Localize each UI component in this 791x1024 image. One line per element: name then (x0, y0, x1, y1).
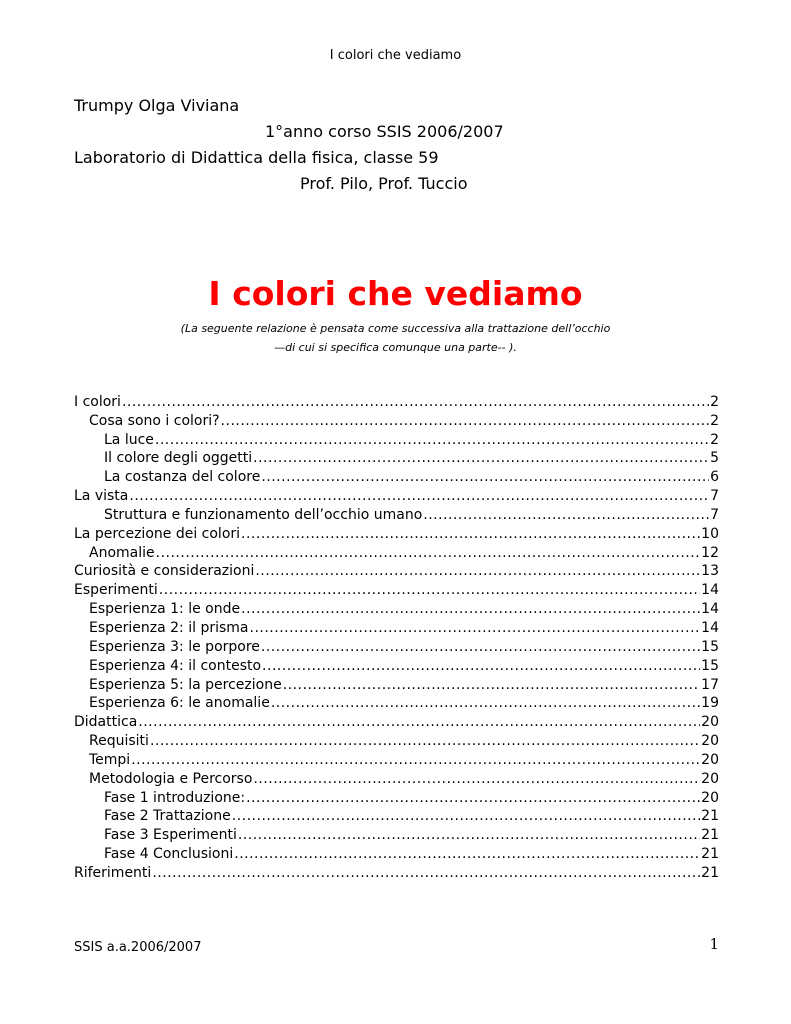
toc-dot-leader (253, 450, 709, 466)
toc-entry-title: Curiosità e considerazioni (74, 563, 255, 580)
toc-entry-title: I colori (74, 393, 121, 410)
toc-entry-page: 5 (710, 450, 719, 467)
toc-entry-page: 21 (701, 827, 719, 844)
subtitle-line-2: —di cui si specifica comunque una parte-- ). (274, 341, 517, 354)
toc-entry[interactable] (74, 561, 719, 580)
toc-entry[interactable] (74, 448, 719, 467)
toc-entry-title: Fase 3 Esperimenti (104, 827, 237, 844)
toc-dot-leader (150, 733, 700, 749)
toc-entry-page: 14 (701, 582, 719, 599)
toc-entry-title: Esperienza 6: le anomalie (89, 695, 270, 712)
toc-entry[interactable] (74, 391, 719, 410)
toc-entry[interactable] (74, 693, 719, 712)
toc-entry[interactable] (74, 598, 719, 617)
toc-dot-leader (156, 545, 701, 561)
toc-entry-page: 10 (701, 525, 719, 542)
toc-entry[interactable] (74, 542, 719, 561)
toc-dot-leader (241, 601, 700, 617)
toc-dot-leader (232, 808, 700, 824)
toc-entry[interactable] (74, 504, 719, 523)
toc-dot-leader (138, 714, 700, 730)
toc-dot-leader (246, 790, 700, 806)
toc-entry-title: Tempi (89, 751, 131, 768)
toc-dot-leader (253, 771, 700, 787)
toc-entry-title: Esperimenti (74, 582, 158, 599)
toc-entry[interactable] (74, 636, 719, 655)
toc-dot-leader (250, 620, 701, 636)
toc-dot-leader (261, 639, 700, 655)
toc-entry-page: 17 (701, 676, 719, 693)
table-of-contents (74, 391, 719, 881)
footer-left: SSIS a.a.2006/2007 (74, 940, 202, 955)
toc-entry[interactable] (74, 655, 719, 674)
toc-entry-page: 20 (701, 733, 719, 750)
toc-entry-title: Struttura e funzionamento dell’occhio umano (104, 506, 423, 523)
lab-info: Laboratorio di Didattica della fisica, classe 59 (74, 148, 439, 167)
toc-dot-leader (155, 432, 709, 448)
toc-dot-leader (152, 865, 700, 881)
toc-entry[interactable] (74, 617, 719, 636)
author-name: Trumpy Olga Viviana (74, 96, 240, 115)
toc-entry-page: 2 (710, 393, 719, 410)
toc-entry-page: 7 (710, 488, 719, 505)
toc-entry-page: 14 (701, 601, 719, 618)
toc-entry[interactable] (74, 768, 719, 787)
toc-entry[interactable] (74, 429, 719, 448)
toc-entry-title: Requisiti (89, 733, 149, 750)
toc-entry-page: 21 (701, 864, 719, 881)
toc-entry-page: 20 (701, 714, 719, 731)
running-header: I colori che vediamo (329, 48, 462, 63)
toc-entry-page: 21 (701, 808, 719, 825)
course-info: 1°anno corso SSIS 2006/2007 (265, 122, 504, 141)
toc-entry-page: 19 (701, 695, 719, 712)
toc-dot-leader (221, 413, 710, 429)
toc-entry-page: 14 (701, 619, 719, 636)
toc-dot-leader (122, 394, 709, 410)
toc-entry[interactable] (74, 806, 719, 825)
toc-entry-page: 15 (701, 657, 719, 674)
toc-entry-page: 2 (710, 431, 719, 448)
toc-dot-leader (241, 526, 700, 542)
toc-entry-title: Fase 4 Conclusioni (104, 846, 234, 863)
toc-entry-title: Esperienza 3: le porpore (89, 638, 260, 655)
toc-entry-title: Metodologia e Percorso (89, 770, 253, 787)
toc-entry-title: La percezione dei colori (74, 525, 241, 542)
toc-entry[interactable] (74, 711, 719, 730)
professors: Prof. Pilo, Prof. Tuccio (300, 174, 468, 193)
page-number: 1 (709, 935, 719, 953)
toc-dot-leader (262, 658, 700, 674)
toc-entry-page: 13 (701, 563, 719, 580)
toc-entry[interactable] (74, 730, 719, 749)
toc-dot-leader (423, 507, 709, 523)
toc-entry[interactable] (74, 824, 719, 843)
toc-entry-page: 6 (710, 469, 719, 486)
toc-entry[interactable] (74, 862, 719, 881)
toc-entry-title: Esperienza 4: il contesto (89, 657, 262, 674)
toc-entry-page: 21 (701, 846, 719, 863)
toc-entry[interactable] (74, 579, 719, 598)
toc-entry-title: Il colore degli oggetti (104, 450, 253, 467)
toc-dot-leader (238, 827, 700, 843)
toc-entry-page: 12 (701, 544, 719, 561)
toc-entry-title: La costanza del colore (104, 469, 261, 486)
toc-entry-page: 20 (701, 751, 719, 768)
toc-dot-leader (131, 752, 700, 768)
toc-dot-leader (234, 846, 700, 862)
toc-entry-title: Riferimenti (74, 864, 152, 881)
toc-entry-page: 7 (710, 506, 719, 523)
toc-entry[interactable] (74, 787, 719, 806)
toc-entry-title: La vista (74, 488, 129, 505)
toc-entry-title: Esperienza 5: la percezione (89, 676, 282, 693)
toc-entry-title: Didattica (74, 714, 138, 731)
toc-entry-title: Fase 2 Trattazione (104, 808, 231, 825)
toc-entry-page: 20 (701, 770, 719, 787)
toc-entry[interactable] (74, 749, 719, 768)
toc-dot-leader (159, 582, 700, 598)
toc-entry[interactable] (74, 843, 719, 862)
toc-entry-page: 20 (701, 789, 719, 806)
toc-entry-page: 2 (710, 412, 719, 429)
toc-dot-leader (261, 469, 709, 485)
toc-entry-title: Cosa sono i colori? (89, 412, 220, 429)
toc-entry[interactable] (74, 410, 719, 429)
toc-entry-title: La luce (104, 431, 154, 448)
subtitle-line-1: (La seguente relazione è pensata come successiva alla trattazione dell’occhio (180, 322, 611, 335)
toc-entry-title: Fase 1 introduzione: (104, 789, 246, 806)
toc-entry[interactable] (74, 485, 719, 504)
document-title: I colori che vediamo (208, 274, 583, 313)
toc-entry-page: 15 (701, 638, 719, 655)
toc-entry[interactable] (74, 523, 719, 542)
toc-entry[interactable] (74, 674, 719, 693)
toc-dot-leader (255, 563, 700, 579)
toc-entry-title: Esperienza 1: le onde (89, 601, 241, 618)
toc-entry[interactable] (74, 466, 719, 485)
toc-dot-leader (271, 695, 700, 711)
toc-dot-leader (129, 488, 709, 504)
toc-dot-leader (283, 677, 700, 693)
toc-entry-title: Anomalie (89, 544, 155, 561)
toc-entry-title: Esperienza 2: il prisma (89, 619, 249, 636)
